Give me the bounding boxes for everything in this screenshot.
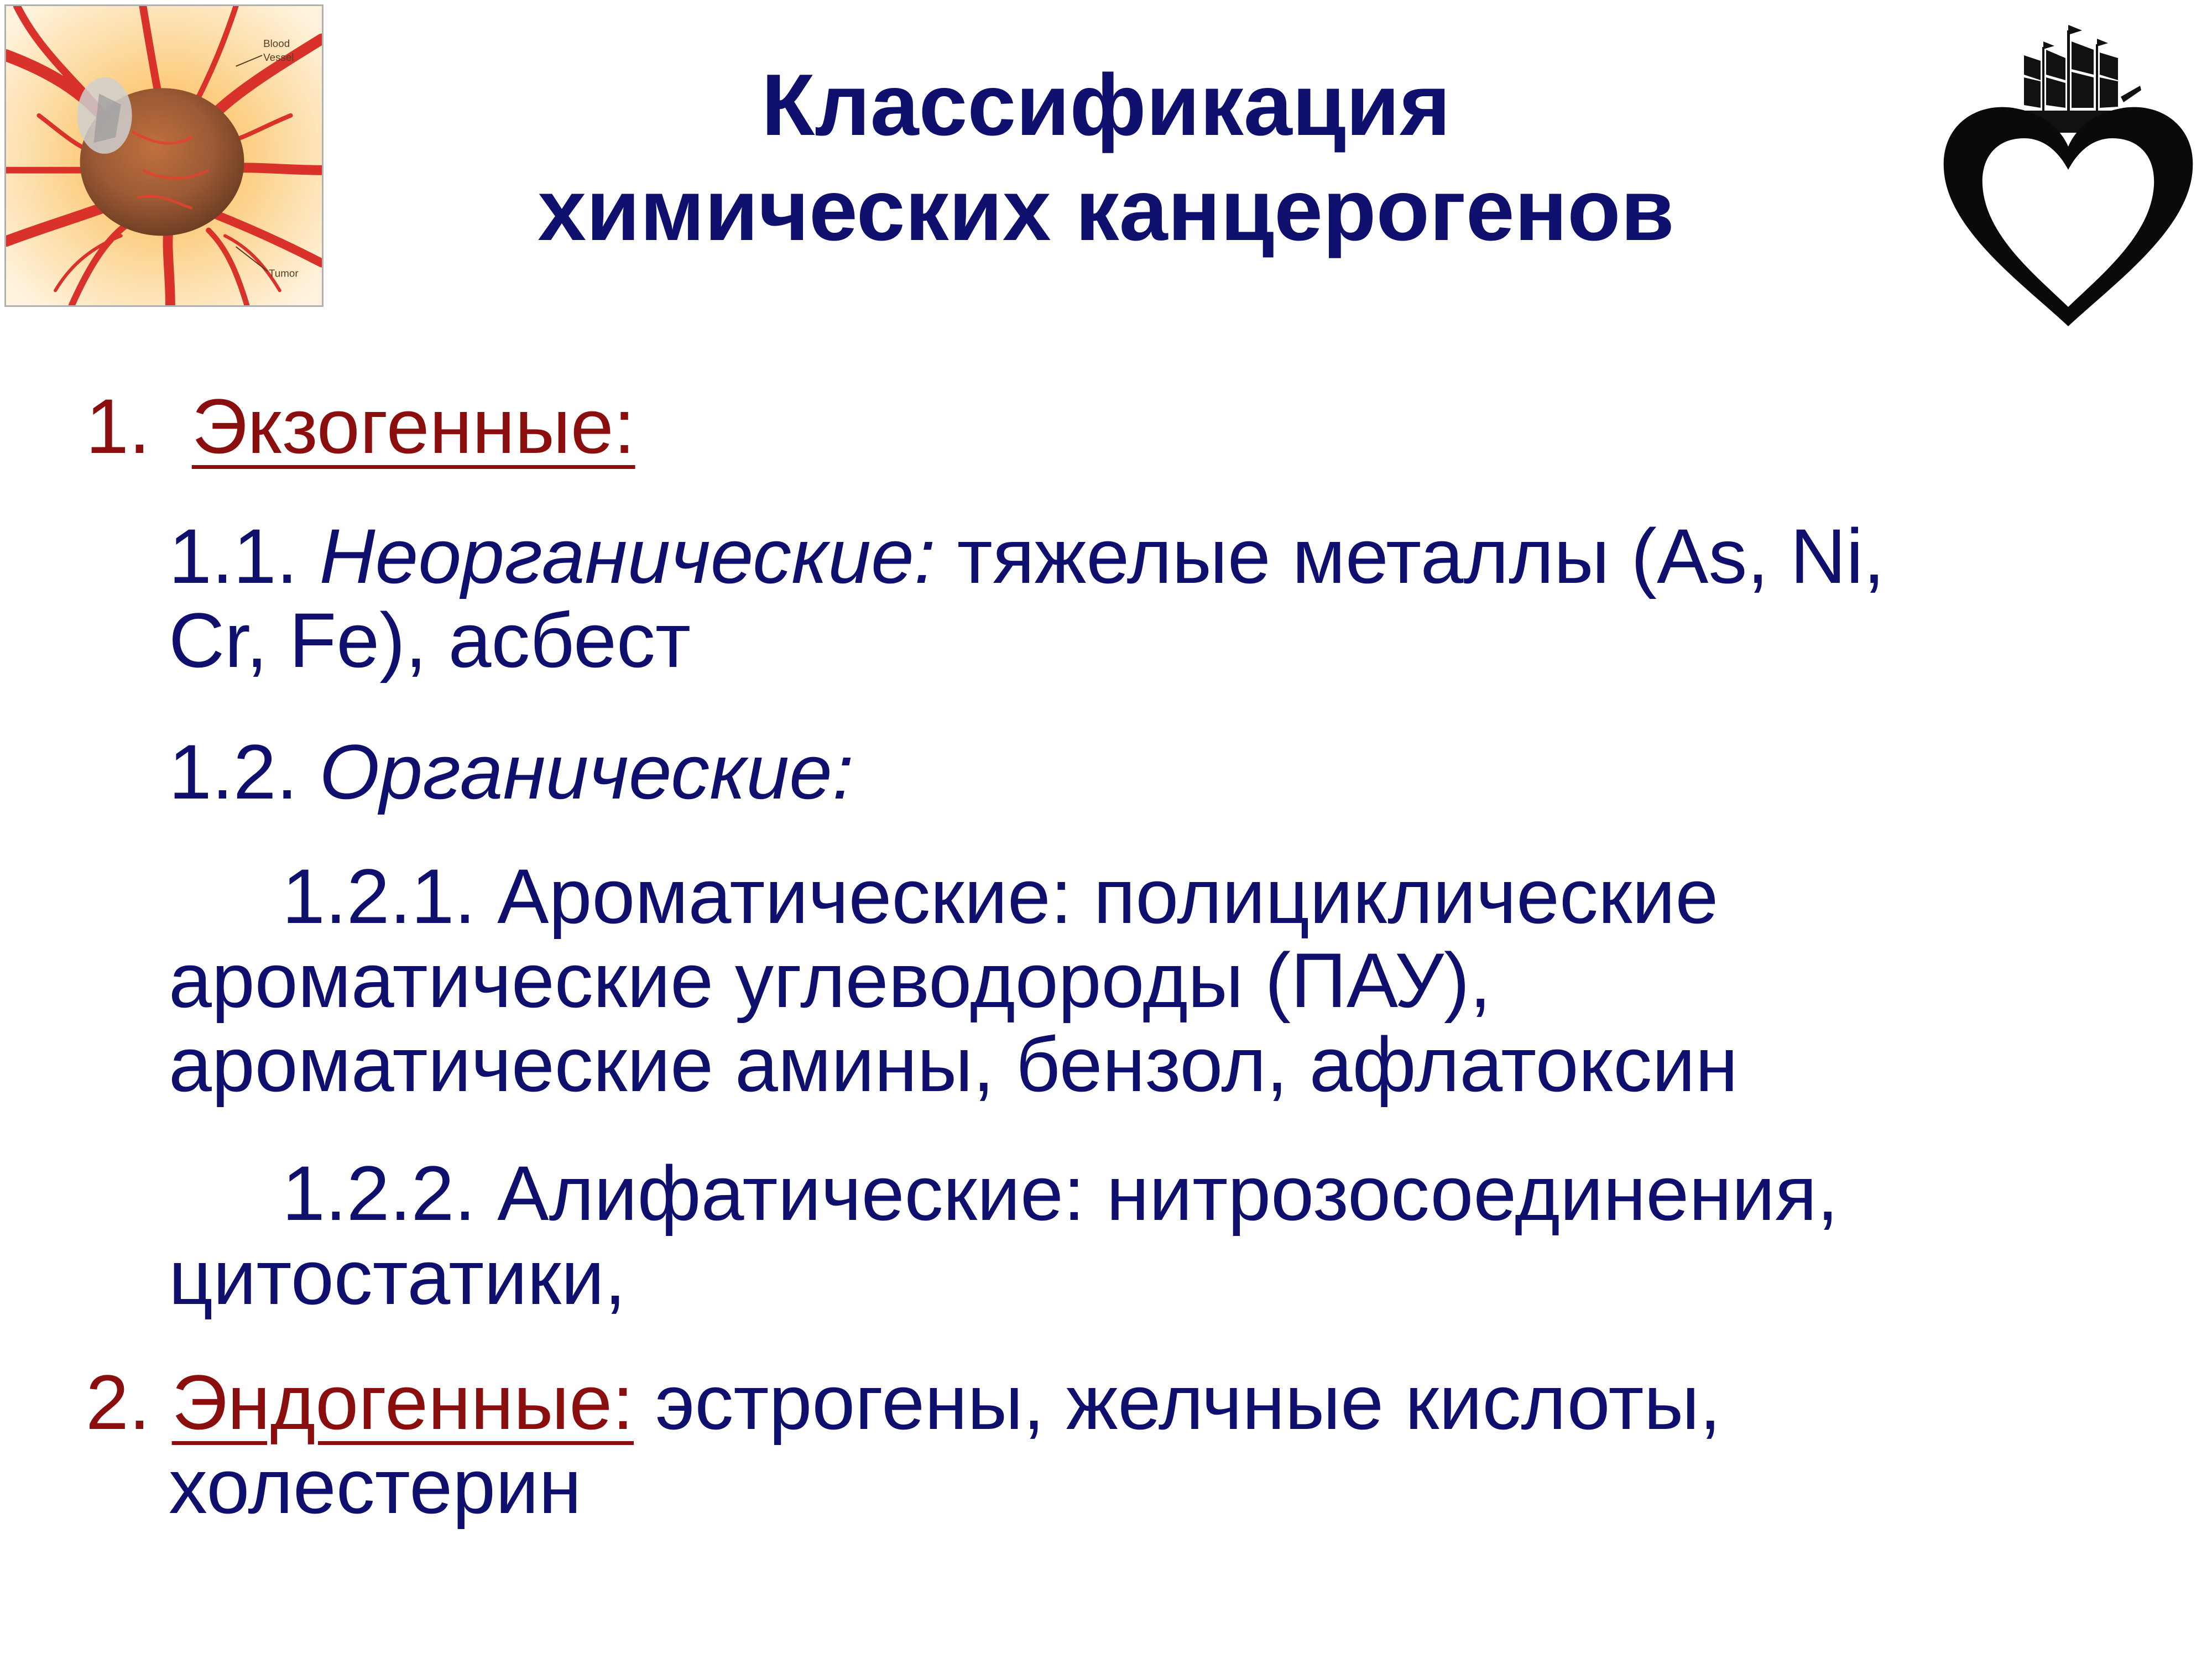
title-line-2: химических канцерогенов <box>538 161 1674 259</box>
item-1-1-text-1: тяжелые металлы (As, Ni, <box>957 513 1885 599</box>
item-2-line-1 <box>86 1360 1721 1444</box>
item-1-2-1-line-3: ароматические амины, бензол, афлатоксин <box>169 1021 1738 1108</box>
item-1-2-number: 1.2. <box>169 728 298 815</box>
item-1-2-2-line-2: цитостатики, <box>169 1234 626 1321</box>
item-1-1-number: 1.1. <box>169 513 298 599</box>
item-2-heading: Эндогенные: <box>171 1359 634 1446</box>
item-1-2 <box>169 730 854 814</box>
item-1-2-2-line-1: 1.2.2. Алифатические: нитрозосоединения, <box>282 1150 1839 1237</box>
item-2-number: 2. <box>86 1359 150 1446</box>
item-1-1-line-2: Cr, Fe), асбест <box>169 597 691 684</box>
item-1-number: 1. <box>86 383 150 469</box>
item-1 <box>86 384 635 468</box>
vessel-label-1: Blood <box>263 38 290 50</box>
item-1-heading: Экзогенные: <box>191 383 635 469</box>
item-1-1-line-1 <box>169 514 1885 598</box>
item-2-text-1: эстрогены, желчные кислоты, <box>655 1359 1721 1446</box>
item-1-1-label: Неорганические: <box>319 513 936 599</box>
item-1-2-label: Органические: <box>319 728 854 815</box>
tumor-label: Tumor <box>269 267 299 279</box>
title-line-1: Классификация <box>761 56 1451 154</box>
item-1-2-1-line-2: ароматические углеводороды (ПАУ), <box>169 937 1491 1024</box>
item-1-2-1-line-1: 1.2.1. Ароматические: полициклические <box>282 853 1719 940</box>
vessel-label-2: Vessel <box>263 51 294 63</box>
item-2-line-2: холестерин <box>169 1443 582 1530</box>
